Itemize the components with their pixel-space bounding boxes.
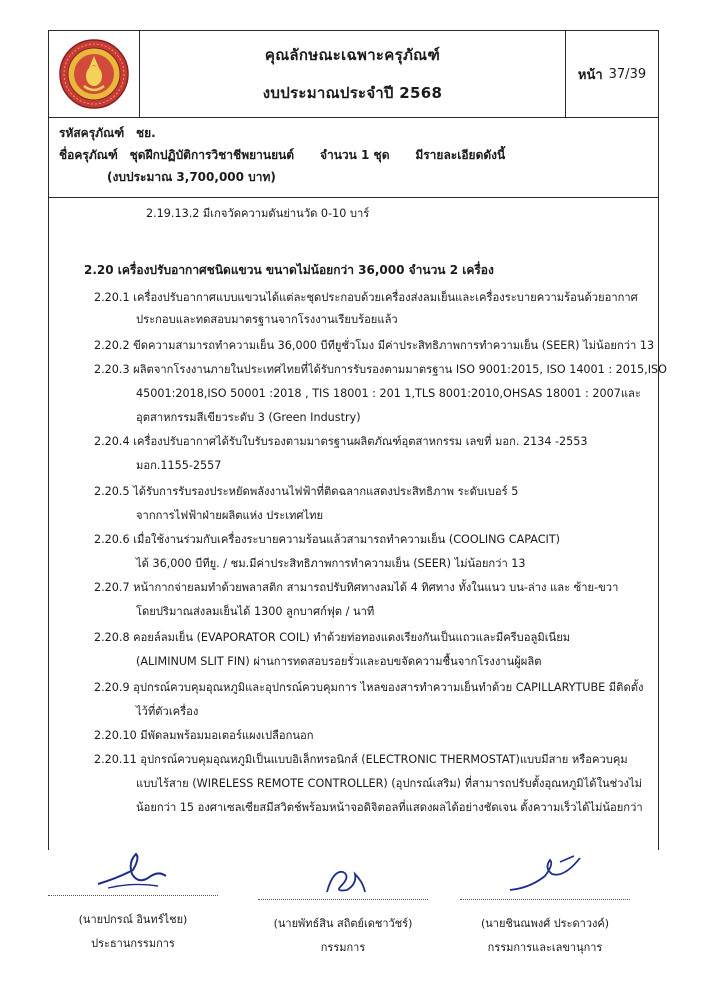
signatory-name: (นายพัทธ์สิน สถิตย์เดชาวัชร์)	[273, 917, 413, 930]
signature-line	[48, 895, 218, 896]
handwritten-signature	[303, 862, 383, 896]
page-label: หน้า	[577, 67, 603, 83]
title-line-2: งบประมาณประจำปี 2568	[262, 84, 443, 102]
item-name-value: ชุดฝึกปฏิบัติการวิชาชีพยานยนต์	[129, 148, 295, 162]
spec-line: 2.20.2 ขีดความสามารถทำความเย็น 36,000 บีทียูชั่วโมง มีค่าประสิทธิภาพการทำความเย็น (SEER) ไม่น้อยกว่า 13	[94, 339, 655, 352]
spec-line: 2.20.9 อุปกรณ์ควบคุมอุณหภูมิและอุปกรณ์ควบคุมการ ไหลของสารทำความเย็นทำด้วย CAPILLARYTUBE มีติดตั้ง	[94, 681, 644, 694]
signatory-name: (นายชินณพงศ์ ประดาวงค์)	[480, 917, 610, 930]
spec-line: 2.20.8 คอยล์ลมเย็น (EVAPORATOR COIL) ทำด้วยท่อทองแดงเรียงกันเป็นแถวและมีครีบอลูมิเนียม	[94, 631, 571, 644]
spec-line: น้อยกว่า 15 องศาเซลเซียสมีสวิตช์พร้อมหน้าจอดิจิตอลที่แสดงผลได้อย่างชัดเจน ตั้งความเร็วได้ไม่น้อยกว่า	[136, 801, 643, 814]
spec-line: 2.19.13.2 มีเกจวัดความดันย่านวัด 0-10 บาร์	[146, 207, 370, 220]
spec-line: 2.20.6 เมื่อใช้งานร่วมกับเครื่องระบายความร้อนแล้วสามารถทำความเย็น (COOLING CAPACIT)	[94, 533, 561, 546]
item-code-value: ชย.	[135, 126, 156, 140]
section-heading: 2.20 เครื่องปรับอากาศชนิดแขวน ขนาดไม่น้อยกว่า 36,000 จำนวน 2 เครื่อง	[84, 263, 494, 277]
item-qty: จำนวน 1 ชุด	[319, 148, 390, 162]
spec-line: 2.20.3 ผลิตจากโรงงานภายในประเทศไทยที่ได้รับการรับรองตามมาตรฐาน ISO 9001:2015, ISO 14001 : 2015,ISO	[94, 363, 667, 376]
spec-line: 2.20.10 มีพัดลมพร้อมมอเตอร์แผงเปลือกนอก	[94, 729, 314, 742]
item-details-note: มีรายละเอียดดังนี้	[415, 148, 506, 162]
item-name-row	[59, 144, 658, 166]
spec-line: 2.20.4 เครื่องปรับอากาศได้รับใบรับรองตามมาตรฐานผลิตภัณฑ์อุตสาหกรรม เลขที่ มอก. 2134 -2553	[94, 435, 588, 448]
vocational-seal-icon	[58, 38, 130, 110]
signatory-role: ประธานกรรมการ	[91, 937, 175, 950]
spec-line: ไว้ที่ตัวเครื่อง	[136, 705, 199, 718]
spec-line: 45001:2018,ISO 50001 :2018 , TIS 18001 : 201 1,TLS 8001:2010,OHSAS 18001 : 2007และ	[136, 387, 641, 400]
item-name-label: ชื่อครุภัณฑ์	[59, 148, 118, 162]
page-value: 37/39	[608, 66, 647, 82]
signature-block-member	[258, 862, 428, 956]
spec-line: 2.20.11 อุปกรณ์ควบคุมอุณหภูมิเป็นแบบอิเล็กทรอนิกส์ (ELECTRONIC THERMOSTAT)แบบมีสาย หรือควบคุม	[94, 753, 628, 766]
signature-line	[258, 899, 428, 900]
spec-line: จากการไฟฟ้าฝ่ายผลิตแห่ง ประเทศไทย	[136, 509, 324, 522]
spec-line: 2.20.5 ได้รับการรับรองประหยัดพลังงานไฟฟ้าที่ติดฉลากแสดงประสิทธิภาพ ระดับเบอร์ 5	[94, 485, 519, 498]
item-code-label: รหัสครุภัณฑ์	[59, 126, 125, 140]
title-line-1: คุณลักษณะเฉพาะครุภัณฑ์	[264, 46, 441, 64]
spec-line: มอก.1155-2557	[136, 459, 222, 472]
document-header	[48, 30, 659, 118]
handwritten-signature	[88, 848, 178, 892]
handwritten-signature	[490, 850, 600, 896]
spec-line: (ALIMINUM SLIT FIN) ผ่านการทดสอบรอยรั่วและอบขจัดความชื้นจากโรงงานผู้ผลิต	[136, 655, 542, 668]
logo-cell	[49, 31, 140, 117]
spec-line: 2.20.7 หน้ากากจ่ายลมทำด้วยพลาสติก สามารถปรับทิศทางลมได้ 4 ทิศทาง ทั้งในแนว บน-ล่าง และ ซ้าย-ขวา	[94, 581, 619, 594]
signature-line	[460, 899, 630, 900]
signatory-role: กรรมการและเลขานุการ	[487, 941, 603, 954]
spec-line: แบบไร้สาย (WIRELESS REMOTE CONTROLLER) (อุปกรณ์เสริม) ที่สามารถปรับตั้งอุณหภูมิได้ในช่วงไม่	[136, 777, 643, 790]
item-budget: (งบประมาณ 3,700,000 บาท)	[107, 170, 276, 184]
signatory-name: (นายปกรณ์ อินทร์ไชย)	[78, 913, 188, 926]
signature-block-chairman	[48, 848, 218, 952]
spec-line: ประกอบและทดสอบมาตรฐานจากโรงงานเรียบร้อยแล้ว	[136, 313, 398, 326]
spec-line: อุตสาหกรรมสีเขียวระดับ 3 (Green Industry)	[136, 411, 361, 424]
signature-block-secretary	[460, 850, 630, 956]
title-cell	[140, 31, 565, 117]
page-number-cell	[565, 31, 658, 117]
item-code-row	[59, 122, 658, 144]
item-info	[48, 118, 659, 198]
spec-line: 2.20.1 เครื่องปรับอากาศแบบแขวนได้แต่ละชุดประกอบด้วยเครื่องส่งลมเย็นและเครื่องระบายความร้อนด้วยอากาศ	[94, 291, 638, 304]
spec-line: โดยปริมาณส่งลมเย็นได้ 1300 ลูกบาศก์ฟุต / นาที	[136, 605, 375, 618]
signatory-role: กรรมการ	[320, 941, 366, 954]
spec-line: ได้ 36,000 บีทียู. / ชม.มีค่าประสิทธิภาพการทำความเย็น (SEER) ไม่น้อยกว่า 13	[136, 557, 526, 570]
